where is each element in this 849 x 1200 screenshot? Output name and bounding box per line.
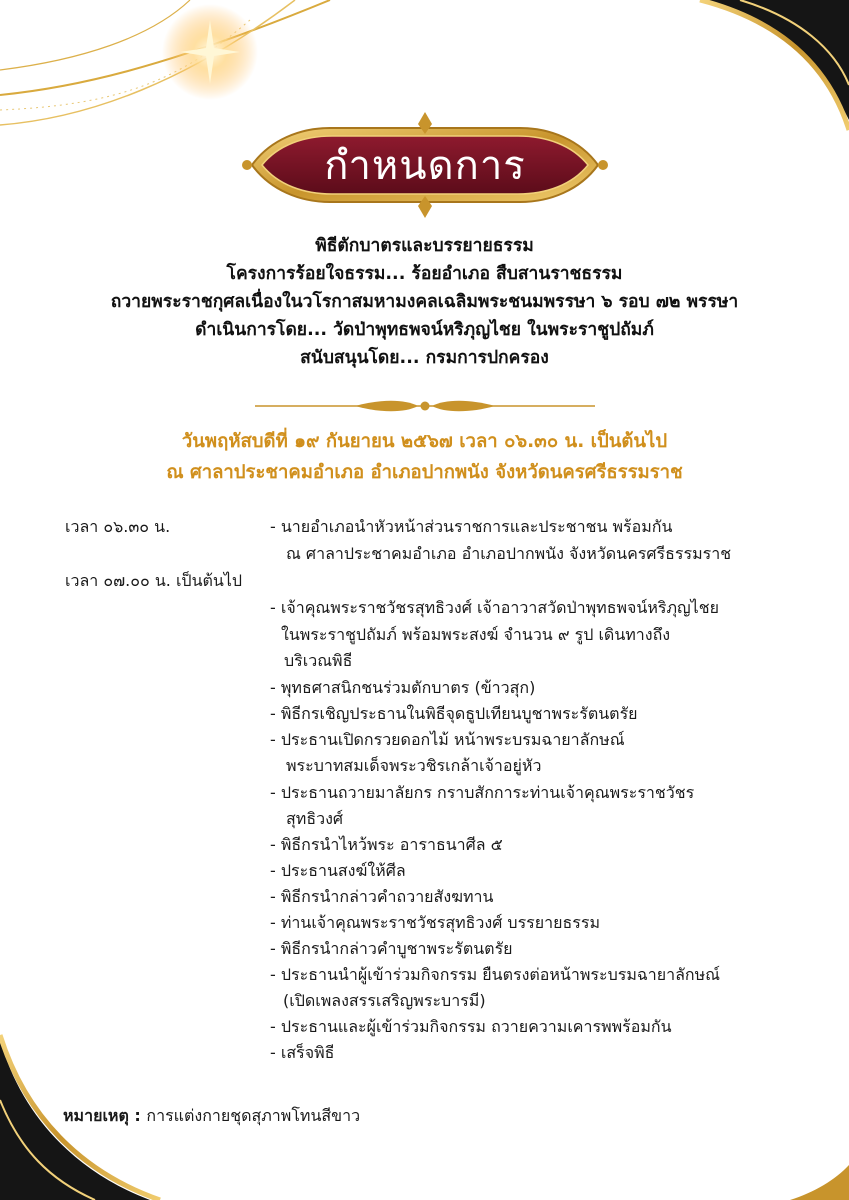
schedule-item: - เสร็จพิธี [270,1043,335,1062]
header-line-1: พิธีตักบาตรและบรรยายธรรม [315,236,534,256]
note-label: หมายเหตุ [63,1106,129,1125]
header-line-2: โครงการร้อยใจธรรม... ร้อยอำเภอ สืบสานราชธรรม [226,264,623,284]
header-line-5: สนับสนุนโดย... กรมการปกครอง [300,348,549,368]
schedule-item: - ประธานสงฆ์ให้ศีล [270,861,406,880]
note-text: การแต่งกายชุดสุภาพโทนสีขาว [146,1106,361,1125]
event-date: วันพฤหัสบดีที่ ๑๙ กันยายน ๒๕๖๗ เวลา ๐๖.๓๐ น. เป็นต้นไป [181,431,668,452]
top-left-gold-curves [0,0,330,125]
schedule-item: - ประธานและผู้เข้าร่วมกิจกรรม ถวายความเคารพพร้อมกัน [270,1017,672,1036]
event-header [20,232,829,372]
event-date-venue [20,426,829,488]
schedule-item: - ท่านเจ้าคุณพระราชวัชรสุทธิวงศ์ บรรยายธรรม [270,913,601,932]
schedule-item: - พุทธศาสนิกชนร่วมตักบาตร (ข้าวสุก) [270,678,536,697]
bottom-right-gold-corner [790,1165,849,1200]
schedule-item-cont: พระบาทสมเด็จพระวชิรเกล้าเจ้าอยู่หัว [286,756,542,775]
schedule-item-cont: ณ ศาลาประชาคมอำเภอ อำเภอปากพนัง จังหวัดนครศรีธรรมราช [286,544,732,563]
schedule-item: - ประธานถวายมาลัยกร กราบสักการะท่านเจ้าคุณพระราชวัชร [270,783,695,802]
schedule-item: - พิธีกรเชิญประธานในพิธีจุดธูปเทียนบูชาพระรัตนตรัย [270,704,638,723]
schedule-time-1: เวลา ๐๖.๓๐ น. [65,517,171,536]
schedule-time-2: เวลา ๐๗.๐๐ น. เป็นต้นไป [65,571,243,590]
event-venue: ณ ศาลาประชาคมอำเภอ อำเภอปากพนัง จังหวัดนครศรีธรรมราช [166,462,683,483]
schedule-item: - พิธีกรนำไหว้พระ อาราธนาศีล ๕ [270,835,503,854]
dress-code-note [63,1104,360,1129]
schedule-item-cont: ในพระราชูปถัมภ์ พร้อมพระสงฆ์ จำนวน ๙ รูป เดินทางถึง [281,625,671,644]
schedule-item: - นายอำเภอนำหัวหน้าส่วนราชการและประชาชน พร้อมกัน [270,517,673,536]
gold-divider-ornament [255,401,595,412]
schedule-item: - พิธีกรนำกล่าวคำบูชาพระรัตนตรัย [270,939,513,958]
schedule-item-cont: (เปิดเพลงสรรเสริญพระบารมี) [283,991,486,1010]
note-separator: : [128,1106,147,1125]
banner-title: กำหนดการ [324,143,526,189]
schedule-item-cont: สุทธิวงศ์ [286,809,344,828]
schedule-item: - พิธีกรนำกล่าวคำถวายสังฆทาน [270,887,494,906]
header-line-4: ดำเนินการโดย... วัดป่าพุทธพจน์หริภุญไชย ในพระราชูปถัมภ์ [195,320,654,340]
schedule-item-cont: บริเวณพิธี [284,651,353,670]
top-right-dark-corner [700,0,849,130]
header-line-3: ถวายพระราชกุศลเนื่องในวโรกาสมหามงคลเฉลิมพระชนมพรรษา ๖ รอบ ๗๒ พรรษา [110,292,739,312]
schedule-item: - ประธานเปิดกรวยดอกไม้ หน้าพระบรมฉายาลักษณ์ [270,730,625,749]
schedule-item: - เจ้าคุณพระราชวัชรสุทธิวงศ์ เจ้าอาวาสวัดป่าพุทธพจน์หริภุญไชย [270,598,719,617]
schedule-item: - ประธานนำผู้เข้าร่วมกิจกรรม ยืนตรงต่อหน้าพระบรมฉายาลักษณ์ [270,965,721,984]
